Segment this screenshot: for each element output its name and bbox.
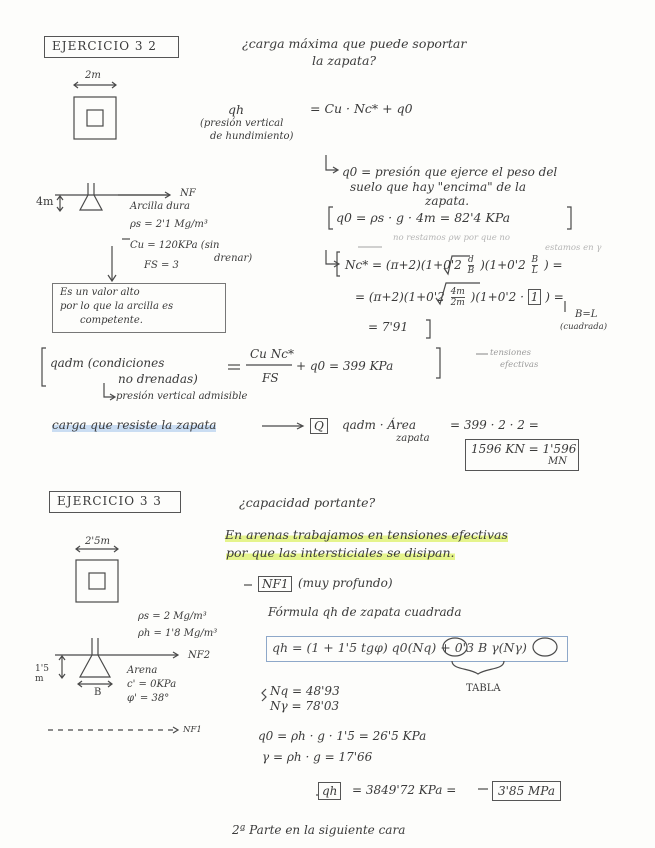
ex32-carga-formula-1: qadm · Área <box>342 418 416 432</box>
ex32-qadm-desc: presión vertical admisible <box>116 391 248 402</box>
ex32-cu: Cu = 120KPa (sin <box>130 240 220 251</box>
ex33-rho-s: ρs = 2 Mg/m³ <box>138 611 207 622</box>
ex32-width-dim: 2m <box>85 70 101 81</box>
ex32-nc-frac3-num: 4m <box>450 287 465 297</box>
ex32-nc-frac2-num: B <box>531 255 539 265</box>
ex33-qh-formula: qh = (1 + 1'5 tgφ) q0(Nq) + 0'3 B γ(Nγ) <box>272 640 527 655</box>
ex33-qh-result-mpa: 3'85 MPa <box>492 781 561 801</box>
ex32-qh-desc-2: de hundimiento) <box>210 131 294 142</box>
ex32-nc-frac3-den: 2m <box>450 298 465 308</box>
ex32-q0-desc-3: zapata. <box>425 194 470 208</box>
ex32-tension-note-2: efectivas <box>500 360 539 370</box>
ex32-nc2-part-a: = (π+2)(1+0'2 <box>355 290 445 304</box>
ex32-faint-note-2: estamos en γ <box>545 243 602 253</box>
ex32-qh-symbol: qh <box>228 102 245 117</box>
ex33-q0-calc: q0 = ρh · g · 1'5 = 26'5 KPa <box>258 729 427 743</box>
ex33-highlight-2: por que las intersticiales se disipan. <box>226 545 455 560</box>
ex32-note-2: por lo que la arcilla es <box>60 301 174 312</box>
ex32-qh-formula: = Cu · Nc* + q0 <box>310 101 413 116</box>
ex32-tension-note-1: tensiones <box>490 348 531 358</box>
ex32-faint-note-1: no restamos ρw por que no <box>393 233 511 243</box>
ex32-plan-square <box>74 82 116 139</box>
ex32-carga-calc: = 399 · 2 · 2 = <box>450 418 539 432</box>
ex32-carga-result-1: 1596 KN = 1'596 <box>471 442 577 456</box>
ex32-q0-calc: q0 = ρs · g · 4m = 82'4 KPa <box>336 210 511 225</box>
ex32-rho-s: ρs = 2'1 Mg/m³ <box>130 219 208 230</box>
exercise-32-label: EJERCICIO 3 2 <box>52 39 157 53</box>
ex33-plan-square <box>76 546 118 602</box>
ex32-nc-result: = 7'91 <box>368 320 409 334</box>
ex32-question-line1: ¿carga máxima que puede soportar <box>242 36 467 51</box>
ex32-section-footing <box>55 183 170 211</box>
ex32-fs: FS = 3 <box>144 260 179 271</box>
ex32-nc-frac1-num: d <box>468 255 474 265</box>
ex33-formula-title: Fórmula qh de zapata cuadrada <box>268 605 462 619</box>
ex33-soil: Arena <box>127 665 158 676</box>
ex32-qadm-2: no drenadas) <box>118 372 198 386</box>
exercise-33-label: EJERCICIO 3 3 <box>57 494 162 508</box>
ex33-nf1-note: (muy profundo) <box>298 576 393 590</box>
ex33-gamma-calc: γ = ρh · g = 17'66 <box>262 750 373 764</box>
ex33-qh-result: = 3849'72 KPa = <box>352 783 457 797</box>
ex33-section-footing <box>48 638 178 733</box>
ex33-nf1-lower: NF1 <box>183 725 202 735</box>
ex32-bl-note-1: B=L <box>575 309 598 320</box>
ex32-qadm-rest: + q0 = 399 KPa <box>296 359 394 373</box>
ex32-nc2-box: 1 <box>528 289 542 305</box>
ex32-qadm-1: qadm (condiciones <box>50 356 165 370</box>
ex33-c-prime: c' = 0KPa <box>127 679 177 690</box>
ex32-note-3: competente. <box>80 315 143 326</box>
ex33-nf1-label: NF1 <box>258 576 292 592</box>
ex33-b-label: B <box>94 687 102 698</box>
ex33-depth-label: 1'5 m <box>35 664 49 684</box>
ex32-qadm-num: Cu Nc* <box>250 347 294 361</box>
ex32-carga-result-2: MN <box>548 456 567 467</box>
ex32-note-1: Es un valor alto <box>60 287 140 298</box>
ex32-bl-note-2: (cuadrada) <box>560 322 608 332</box>
ex32-carga-label: carga que resiste la zapata <box>52 418 217 432</box>
ex33-rho-h: ρh = 1'8 Mg/m³ <box>138 628 218 639</box>
ex33-phi: φ' = 38° <box>127 693 170 704</box>
ex32-nc2-part-c: ) = <box>545 290 564 304</box>
ex32-nf-label: NF <box>180 188 196 199</box>
ex32-carga-q: Q <box>310 418 328 434</box>
ex32-q0-desc-1: q0 = presión que ejerce el peso del <box>342 165 558 179</box>
ex33-footer: 2ª Parte en la siguiente cara <box>232 823 406 837</box>
ex32-nc2-part-b: )(1+0'2 · <box>470 290 524 304</box>
ex32-qh-desc-1: (presión vertical <box>200 118 284 129</box>
ex33-width-dim: 2'5m <box>85 536 110 547</box>
ex32-q0-desc-2: suelo que hay "encima" de la <box>350 180 527 194</box>
ex32-question-line2: la zapata? <box>312 53 377 68</box>
ex32-carga-formula-2: zapata <box>396 433 430 444</box>
ex33-highlight-1: En arenas trabajamos en tensiones efectivas <box>225 527 508 542</box>
ex33-tabla: TABLA <box>466 683 501 694</box>
ex32-nc-part-c: ) = <box>543 258 563 272</box>
ex33-question: ¿capacidad portante? <box>239 495 376 510</box>
ex32-depth-label: 4m <box>36 195 54 208</box>
ex32-nc-frac1-den: B <box>467 266 475 276</box>
ex32-nc-frac2-den: L <box>531 266 538 276</box>
ex32-cu-note: drenar) <box>214 253 253 264</box>
ex33-nq: Nq = 48'93 <box>270 684 340 698</box>
ex32-nc-part-b: )(1+0'2 <box>480 258 526 272</box>
ex33-qh-symbol: qh <box>318 782 341 800</box>
ex32-nc-part-a: Nc* = (π+2)(1+0'2 <box>345 258 462 272</box>
ex33-ng: Nγ = 78'03 <box>270 699 340 713</box>
ex32-qadm-den: FS <box>262 371 279 385</box>
ex33-nf2-label: NF2 <box>188 650 211 661</box>
ex32-soil: Arcilla dura <box>130 201 190 212</box>
